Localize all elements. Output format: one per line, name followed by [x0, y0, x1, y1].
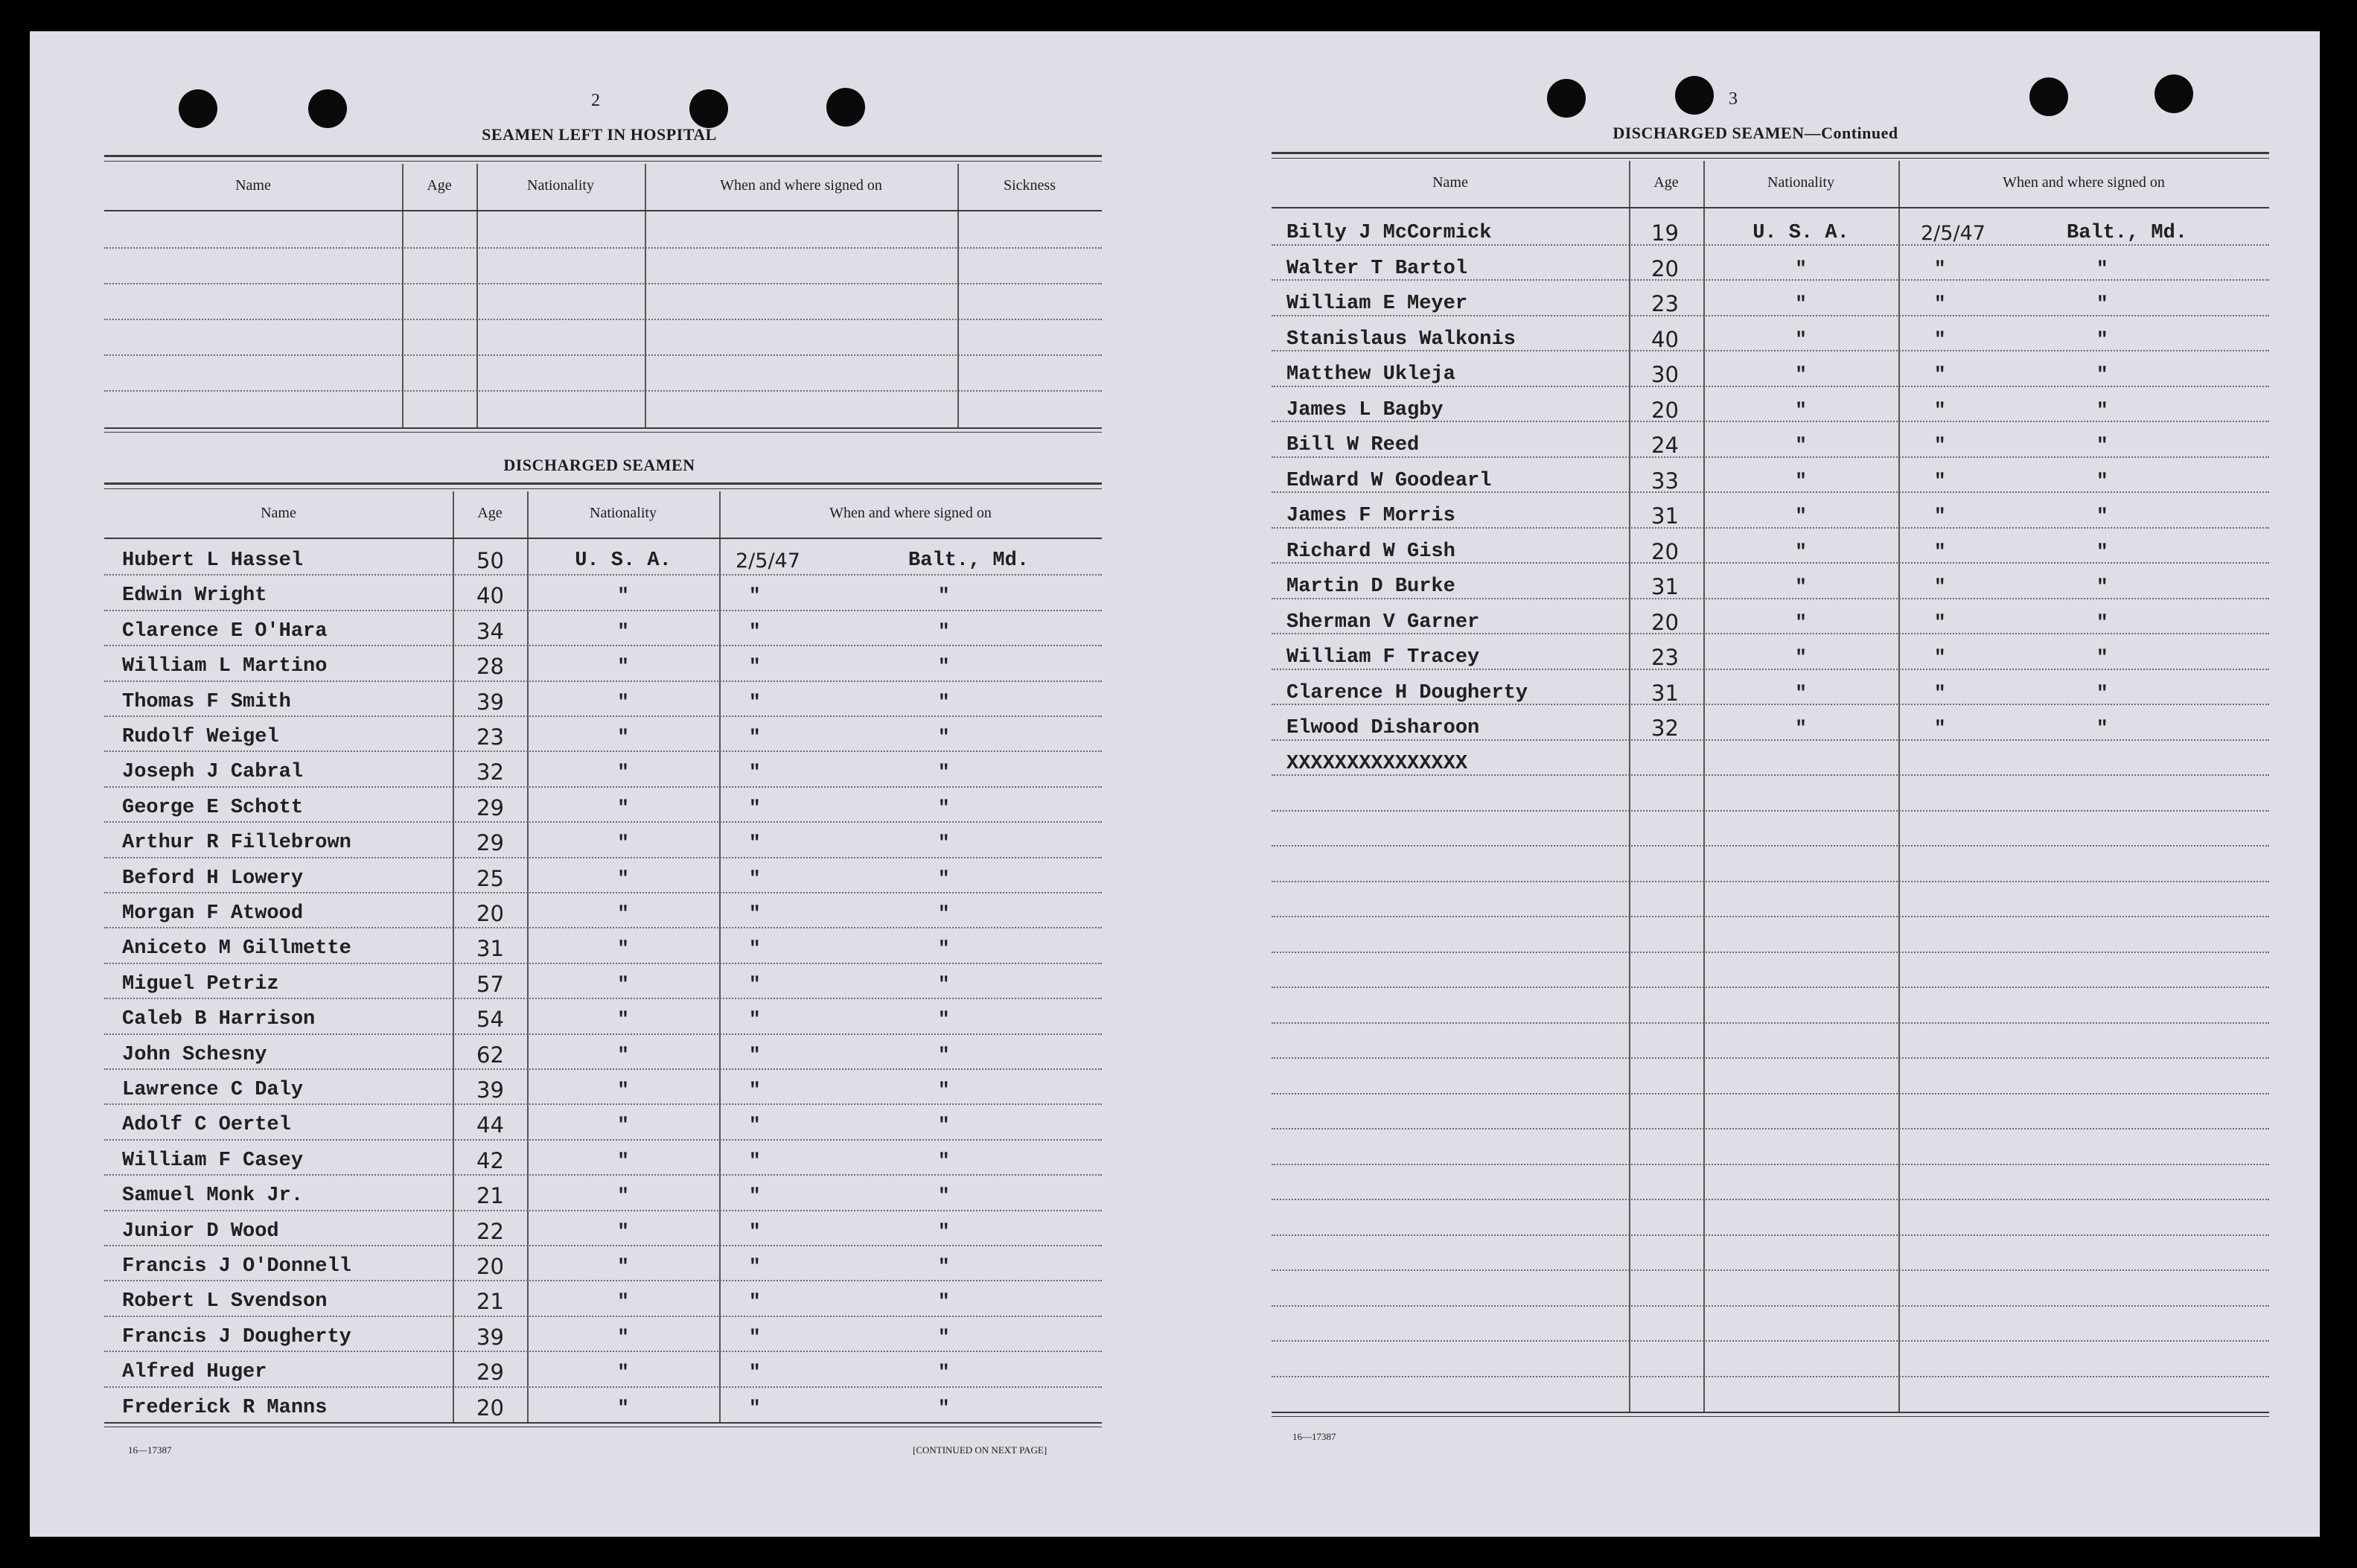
seaman-name: Adolf C Oertel: [122, 1114, 291, 1137]
seaman-age: 34: [476, 618, 504, 644]
signed-on-place: ": [2096, 469, 2108, 492]
signed-on-place: ": [2096, 328, 2108, 351]
seaman-age: 21: [476, 1289, 504, 1315]
seaman-name: Martin D Burke: [1286, 576, 1455, 598]
signed-on-place: ": [938, 972, 950, 995]
signed-on-place: ": [938, 937, 950, 960]
signed-on-date: ": [749, 1185, 761, 1208]
signed-on-place: ": [938, 655, 950, 678]
column-divider: [719, 539, 721, 1422]
signed-on-place: ": [938, 796, 950, 819]
row-rule: [1272, 1305, 2269, 1307]
seaman-name: John Schesny: [122, 1043, 267, 1066]
seaman-age: 32: [476, 759, 504, 785]
signed-on-date: ": [749, 1008, 761, 1031]
seaman-age: 40: [1651, 326, 1679, 352]
row-rule: [104, 247, 1102, 249]
signed-on-place: ": [2096, 293, 2108, 315]
column-header: Age: [1653, 174, 1679, 191]
seaman-age: 42: [476, 1147, 504, 1173]
seaman-age: 28: [476, 654, 504, 680]
row-rule: [104, 1068, 1102, 1070]
rule: [1272, 158, 2269, 159]
seaman-age: 20: [1651, 255, 1679, 281]
column-divider: [453, 539, 454, 1422]
signed-on-date: ": [1934, 576, 1946, 598]
seaman-name: Junior D Wood: [122, 1220, 279, 1243]
signed-on-date: 2/5/47: [1921, 222, 1986, 245]
seaman-name: Miguel Petriz: [122, 972, 279, 995]
seaman-name: Edwin Wright: [122, 584, 267, 608]
seaman-age: 25: [476, 865, 504, 891]
seaman-name: William F Tracey: [1286, 646, 1480, 669]
signed-on-date: ": [749, 1361, 761, 1384]
signed-on-date: ": [749, 619, 761, 643]
rule: [1272, 1416, 2269, 1417]
row-rule: [104, 716, 1102, 717]
signed-on-place: ": [2096, 257, 2108, 280]
row-rule: [1272, 1234, 2269, 1236]
seaman-nationality: ": [1795, 611, 1807, 634]
seaman-age: 29: [476, 830, 504, 856]
seaman-age: 19: [1651, 220, 1679, 246]
signed-on-place: ": [938, 1325, 950, 1348]
signed-on-date: ": [749, 655, 761, 678]
signed-on-date: ": [749, 1114, 761, 1137]
signed-on-date: ": [749, 832, 761, 855]
seaman-nationality: ": [1795, 681, 1807, 704]
seaman-age: 23: [1651, 291, 1679, 316]
signed-on-place: ": [2096, 540, 2108, 563]
seaman-name: Clarence E O'Hara: [122, 619, 328, 643]
seaman-nationality: ": [617, 972, 629, 995]
seaman-name: Hubert L Hassel: [122, 549, 304, 572]
seaman-nationality: ": [1795, 434, 1807, 456]
signed-on-date: ": [749, 584, 761, 608]
column-divider: [1629, 161, 1630, 207]
seaman-nationality: U. S. A.: [575, 549, 672, 572]
column-divider: [527, 491, 529, 538]
seaman-nationality: ": [617, 1114, 629, 1137]
seaman-nationality: ": [1795, 257, 1807, 280]
seaman-age: 31: [476, 936, 504, 962]
rule: [1272, 1412, 2269, 1413]
signed-on-date: ": [749, 1396, 761, 1419]
signed-on-date: ": [749, 1043, 761, 1066]
signed-on-date: ": [1934, 646, 1946, 669]
seaman-age: 20: [476, 1395, 504, 1421]
signed-on-place: ": [938, 902, 950, 925]
signed-on-place: ": [2096, 363, 2108, 386]
row-rule: [104, 786, 1102, 788]
seaman-age: 31: [1651, 574, 1679, 599]
seaman-nationality: ": [617, 1220, 629, 1243]
row-rule: [104, 390, 1102, 392]
seaman-nationality: ": [617, 1008, 629, 1031]
seaman-nationality: ": [1795, 293, 1807, 315]
seaman-age: 44: [476, 1112, 504, 1138]
signed-on-place: ": [938, 1220, 950, 1243]
signed-on-place: ": [938, 1043, 950, 1066]
seaman-nationality: U. S. A.: [1752, 222, 1849, 244]
column-header: Name: [261, 505, 296, 521]
row-rule: [104, 1351, 1102, 1352]
row-rule: [1272, 1376, 2269, 1377]
signed-on-place: ": [2096, 646, 2108, 669]
column-header: Nationality: [527, 177, 594, 194]
seaman-nationality: ": [617, 902, 629, 925]
seaman-name: Frederick R Manns: [122, 1396, 328, 1419]
seaman-nationality: ": [617, 761, 629, 784]
row-rule: [104, 1316, 1102, 1317]
seaman-name: Thomas F Smith: [122, 690, 291, 713]
seaman-nationality: ": [617, 655, 629, 678]
form-number: 16—17387: [1292, 1431, 1336, 1442]
rule: [1272, 207, 2269, 208]
signed-on-place: ": [938, 867, 950, 890]
column-divider: [453, 491, 454, 538]
signed-on-date: ": [1934, 505, 1946, 527]
signed-on-date: ": [749, 690, 761, 713]
seaman-age: 39: [476, 1324, 504, 1350]
row-rule: [1272, 810, 2269, 812]
left-page: [30, 31, 1175, 1537]
seaman-age: 24: [1651, 433, 1679, 458]
seaman-age: 29: [476, 1360, 504, 1386]
signed-on-place: ": [938, 1361, 950, 1384]
signed-on-date: ": [1934, 257, 1946, 280]
column-header: Age: [427, 177, 452, 194]
seaman-name: Sherman V Garner: [1286, 611, 1480, 634]
row-rule: [104, 1174, 1102, 1176]
column-divider: [1703, 161, 1705, 207]
seaman-nationality: ": [617, 1325, 629, 1348]
seaman-nationality: ": [617, 1043, 629, 1066]
continued-section-title: DISCHARGED SEAMEN—Continued: [1613, 124, 1898, 142]
signed-on-place: ": [2096, 505, 2108, 527]
signed-on-date: ": [1934, 540, 1946, 563]
seaman-nationality: ": [617, 1149, 629, 1172]
row-rule: [104, 1033, 1102, 1035]
signed-on-date: ": [1934, 328, 1946, 351]
seaman-name: Lawrence C Daly: [122, 1079, 304, 1101]
row-rule: [104, 645, 1102, 646]
signed-on-date: ": [749, 902, 761, 925]
seaman-nationality: ": [617, 1255, 629, 1278]
rule: [104, 155, 1102, 157]
seaman-age: 20: [1651, 538, 1679, 564]
row-rule: [1272, 916, 2269, 917]
signed-on-date: ": [749, 1079, 761, 1101]
row-rule: [104, 857, 1102, 858]
signed-on-date: ": [749, 1255, 761, 1278]
signed-on-date: ": [1934, 469, 1946, 492]
seaman-name: James L Bagby: [1286, 398, 1444, 421]
rule: [104, 538, 1102, 539]
rule: [104, 1422, 1102, 1424]
signed-on-place: ": [938, 1008, 950, 1031]
seaman-name: Alfred Huger: [122, 1361, 267, 1384]
seaman-age: 40: [476, 583, 504, 609]
seaman-age: 57: [476, 971, 504, 997]
rule: [1272, 152, 2269, 154]
signed-on-date: ": [749, 1290, 761, 1313]
signed-on-place: ": [2096, 717, 2108, 739]
seaman-name: Stanislaus Walkonis: [1286, 328, 1516, 351]
seaman-nationality: ": [617, 1290, 629, 1313]
seaman-name: Richard W Gish: [1286, 540, 1455, 563]
seaman-age: 20: [1651, 397, 1679, 423]
signed-on-date: ": [1934, 398, 1946, 421]
seaman-name: Rudolf Weigel: [122, 726, 279, 748]
signed-on-place: ": [938, 1079, 950, 1101]
seaman-name: XXXXXXXXXXXXXXX: [1286, 752, 1468, 775]
row-rule: [104, 319, 1102, 320]
signed-on-date: ": [1934, 717, 1946, 739]
signed-on-place: ": [938, 690, 950, 713]
right-page: [1175, 31, 2320, 1537]
seaman-age: 29: [476, 794, 504, 820]
column-header: Name: [235, 177, 271, 194]
seaman-nationality: ": [617, 726, 629, 748]
seaman-nationality: ": [617, 867, 629, 890]
hospital-section-title: SEAMEN LEFT IN HOSPITAL: [482, 125, 717, 144]
signed-on-date: ": [749, 937, 761, 960]
row-rule: [1272, 881, 2269, 882]
row-rule: [1272, 1057, 2269, 1059]
seaman-name: Elwood Disharoon: [1286, 717, 1480, 739]
column-divider: [476, 164, 478, 210]
seaman-age: 39: [476, 689, 504, 715]
row-rule: [104, 1139, 1102, 1141]
signed-on-place: ": [938, 1149, 950, 1172]
signed-on-date: ": [749, 1149, 761, 1172]
column-divider: [645, 164, 646, 210]
seaman-nationality: ": [1795, 328, 1807, 351]
seaman-age: 39: [476, 1077, 504, 1103]
seaman-name: Edward W Goodearl: [1286, 469, 1492, 492]
seaman-age: 62: [476, 1042, 504, 1068]
seaman-nationality: ": [1795, 398, 1807, 421]
signed-on-date: ": [749, 1220, 761, 1243]
signed-on-place: ": [938, 619, 950, 643]
document-sheet: [30, 31, 2320, 1537]
signed-on-place: ": [938, 1255, 950, 1278]
signed-on-place: ": [2096, 611, 2108, 634]
row-rule: [104, 927, 1102, 928]
seaman-name: Walter T Bartol: [1286, 257, 1468, 280]
row-rule: [1272, 1022, 2269, 1024]
signed-on-date: ": [749, 972, 761, 995]
row-rule: [104, 1103, 1102, 1105]
seaman-name: James F Morris: [1286, 505, 1455, 527]
row-rule: [104, 283, 1102, 284]
row-rule: [1272, 1128, 2269, 1129]
column-divider: [719, 491, 721, 538]
signed-on-place: ": [938, 1396, 950, 1419]
signed-on-date: ": [749, 1325, 761, 1348]
seaman-nationality: ": [1795, 646, 1807, 669]
signed-on-date: ": [749, 867, 761, 890]
row-rule: [1272, 1269, 2269, 1271]
seaman-name: Samuel Monk Jr.: [122, 1185, 304, 1208]
page-number: 3: [1729, 89, 1738, 109]
signed-on-date: ": [749, 796, 761, 819]
seaman-nationality: ": [1795, 576, 1807, 598]
signed-on-place: ": [938, 761, 950, 784]
signed-on-date: ": [1934, 434, 1946, 456]
row-rule: [104, 354, 1102, 356]
signed-on-date: ": [1934, 293, 1946, 315]
row-rule: [104, 574, 1102, 576]
row-rule: [1272, 1093, 2269, 1094]
seaman-age: 23: [476, 724, 504, 750]
seaman-age: 20: [1651, 609, 1679, 635]
seaman-name: William F Casey: [122, 1149, 304, 1172]
row-rule: [104, 998, 1102, 999]
rule: [104, 432, 1102, 433]
row-rule: [1272, 1164, 2269, 1165]
signed-on-place: ": [2096, 681, 2108, 704]
row-rule: [1272, 987, 2269, 988]
signed-on-place: ": [938, 584, 950, 608]
row-rule: [1272, 952, 2269, 953]
seaman-nationality: ": [1795, 540, 1807, 563]
signed-on-place: ": [938, 1185, 950, 1208]
seaman-nationality: ": [617, 584, 629, 608]
form-number: 16—17387: [128, 1444, 172, 1456]
signed-on-place: ": [938, 832, 950, 855]
seaman-age: 20: [476, 901, 504, 926]
row-rule: [104, 892, 1102, 893]
seaman-name: George E Schott: [122, 796, 304, 819]
signed-on-place: ": [938, 726, 950, 748]
seaman-age: 31: [1651, 503, 1679, 529]
seaman-name: William E Meyer: [1286, 293, 1468, 315]
continued-note: [CONTINUED ON NEXT PAGE]: [913, 1444, 1047, 1456]
row-rule: [104, 610, 1102, 611]
seaman-age: 33: [1651, 468, 1679, 494]
seaman-name: Francis J Dougherty: [122, 1325, 351, 1348]
seaman-nationality: ": [617, 690, 629, 713]
seaman-nationality: ": [1795, 469, 1807, 492]
seaman-nationality: ": [617, 796, 629, 819]
seaman-name: Caleb B Harrison: [122, 1008, 316, 1031]
column-header: Nationality: [590, 505, 657, 521]
signed-on-date: ": [1934, 611, 1946, 634]
seaman-age: 20: [476, 1254, 504, 1279]
column-header: When and where signed on: [720, 177, 882, 194]
seaman-nationality: ": [617, 1079, 629, 1101]
seaman-name: Beford H Lowery: [122, 867, 304, 890]
row-rule: [104, 750, 1102, 752]
seaman-name: Morgan F Atwood: [122, 902, 304, 925]
signed-on-date: ": [749, 726, 761, 748]
seaman-nationality: ": [617, 1396, 629, 1419]
row-rule: [1272, 1340, 2269, 1342]
column-header: When and where signed on: [2003, 174, 2165, 191]
column-divider: [957, 164, 959, 210]
signed-on-place: Balt., Md.: [2067, 222, 2188, 244]
rule: [104, 427, 1102, 429]
signed-on-date: ": [1934, 681, 1946, 704]
seaman-nationality: ": [1795, 505, 1807, 527]
page-number: 2: [591, 91, 600, 110]
row-rule: [1272, 1199, 2269, 1200]
seaman-name: Bill W Reed: [1286, 434, 1420, 456]
column-header: Nationality: [1767, 174, 1834, 191]
signed-on-date: ": [1934, 363, 1946, 386]
seaman-name: Clarence H Dougherty: [1286, 681, 1528, 704]
column-divider: [1898, 161, 1900, 207]
seaman-age: 30: [1651, 362, 1679, 387]
rule: [104, 210, 1102, 211]
seaman-name: Joseph J Cabral: [122, 761, 304, 784]
row-rule: [104, 1210, 1102, 1211]
seaman-name: Francis J O'Donnell: [122, 1255, 351, 1278]
signed-on-place: ": [938, 1290, 950, 1313]
seaman-nationality: ": [1795, 717, 1807, 739]
seaman-nationality: ": [1795, 363, 1807, 386]
row-rule: [104, 1245, 1102, 1246]
signed-on-place: ": [2096, 434, 2108, 456]
column-header: Sickness: [1004, 177, 1056, 194]
seaman-age: 32: [1651, 716, 1679, 741]
signed-on-place: ": [2096, 398, 2108, 421]
seaman-nationality: ": [617, 832, 629, 855]
signed-on-place: ": [2096, 576, 2108, 598]
seaman-name: Robert L Svendson: [122, 1290, 328, 1313]
seaman-name: Billy J McCormick: [1286, 222, 1492, 244]
seaman-age: 23: [1651, 645, 1679, 670]
signed-on-date: ": [749, 761, 761, 784]
seaman-name: William L Martino: [122, 655, 328, 678]
signed-on-place: Balt., Md.: [908, 549, 1030, 572]
seaman-nationality: ": [617, 1185, 629, 1208]
seaman-age: 21: [476, 1183, 504, 1209]
seaman-name: Matthew Ukleja: [1286, 363, 1455, 386]
seaman-age: 22: [476, 1218, 504, 1244]
seaman-age: 31: [1651, 680, 1679, 706]
row-rule: [104, 821, 1102, 823]
seaman-age: 54: [476, 1007, 504, 1033]
row-rule: [104, 1280, 1102, 1281]
seaman-age: 50: [476, 548, 504, 573]
signed-on-place: ": [938, 1114, 950, 1137]
rule: [104, 488, 1102, 489]
rule: [104, 161, 1102, 162]
row-rule: [1272, 845, 2269, 847]
seaman-nationality: ": [617, 1361, 629, 1384]
column-header: Name: [1432, 174, 1468, 191]
column-header: When and where signed on: [829, 505, 992, 521]
column-header: Age: [477, 505, 503, 521]
seaman-nationality: ": [617, 619, 629, 643]
column-divider: [402, 164, 404, 210]
discharged-section-title: DISCHARGED SEAMEN: [503, 456, 695, 474]
rule: [104, 482, 1102, 485]
row-rule: [104, 1386, 1102, 1388]
row-rule: [104, 681, 1102, 682]
row-rule: [104, 963, 1102, 964]
seaman-nationality: ": [617, 937, 629, 960]
seaman-name: Aniceto M Gillmette: [122, 937, 351, 960]
seaman-name: Arthur R Fillebrown: [122, 832, 351, 855]
signed-on-date: 2/5/47: [736, 549, 800, 573]
